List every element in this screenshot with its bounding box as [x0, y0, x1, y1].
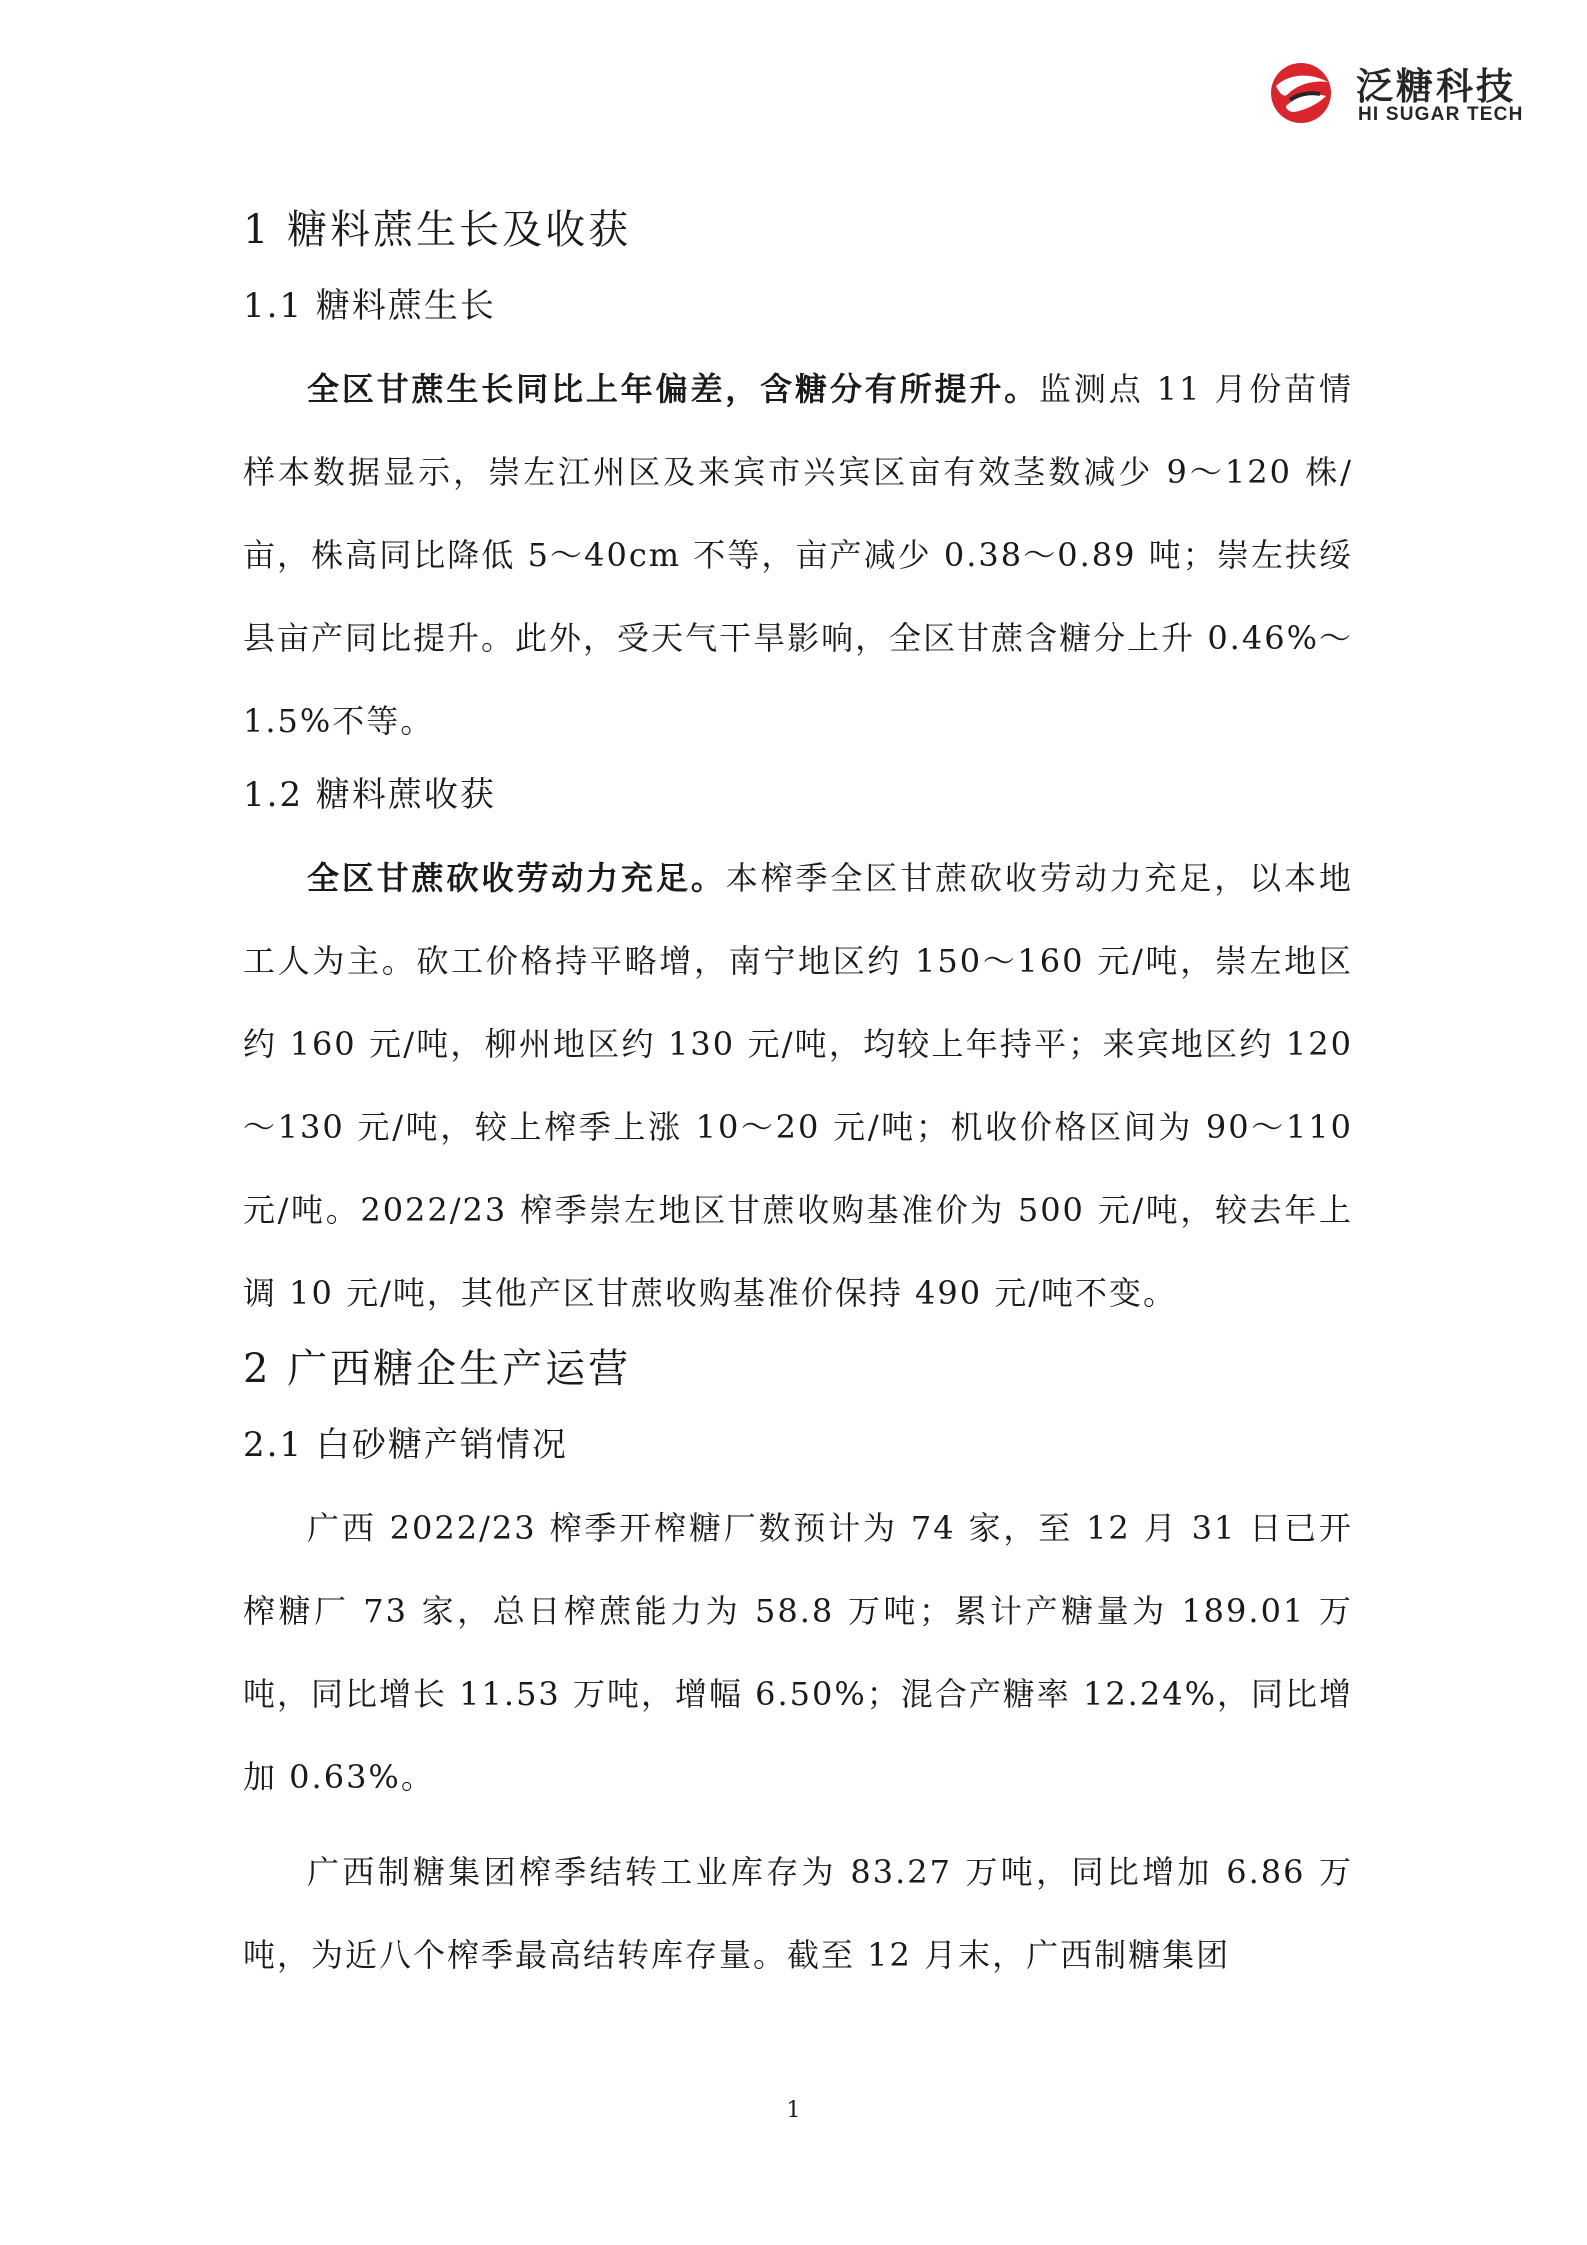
- section-2-heading: 2 广西糖企生产运营: [243, 1346, 632, 1392]
- section-2-1-paragraph-2: 广西制糖集团榨季结转工业库存为 83.27 万吨，同比增加 6.86 万吨，为近八个榨季最高结转库存量。截至 12 月末，广西制糖集团: [243, 1853, 1353, 1974]
- section-1-heading: 1 糖料蔗生长及收获: [243, 207, 632, 253]
- section-2-1-paragraph-1: 广西 2022/23 榨季开榨糖厂数预计为 74 家，至 12 月 31 日已开榨糖厂 73 家，总日榨蔗能力为 58.8 万吨；累计产糖量为 189.01 万吨，同比增长 11.53 万吨，增幅 6.50%；混合产糖率 12.24%，同比增加 0.63%。: [243, 1509, 1353, 1796]
- section-1-2-body: 本榨季全区甘蔗砍收劳动力充足，以本地工人为主。砍工价格持平略增，南宁地区约 150～160 元/吨，崇左地区约 160 元/吨，柳州地区约 130 元/吨，均较上年持平；来宾地区约 120～130 元/吨，较上榨季上涨 10～20 元/吨；机收价格区间为 90～110 元/吨。2022/23 榨季崇左地区甘蔗收购基准价为 500 元/吨，较去年上调 10 元/吨，其他产区甘蔗收购基准价保持 490 元/吨不变。: [243, 859, 1353, 1312]
- section-2-1-heading: 2.1 白砂糖产销情况: [243, 1425, 568, 1465]
- hi-sugar-logo-icon: [1268, 60, 1334, 126]
- section-1-2-heading: 1.2 糖料蔗收获: [243, 775, 496, 815]
- section-1-1-lead: 全区甘蔗生长同比上年偏差，含糖分有所提升。: [307, 370, 1040, 408]
- section-1-2-lead: 全区甘蔗砍收劳动力充足。: [307, 859, 726, 897]
- logo-english-name: HI SUGAR TECH: [1358, 104, 1524, 125]
- page-number: 1: [786, 2098, 801, 2123]
- brand-logo: [1268, 58, 1558, 128]
- section-1-2-paragraph: [243, 837, 1353, 1335]
- document-body: [243, 200, 1353, 1997]
- section-1-1-paragraph: [243, 348, 1353, 763]
- logo-chinese-name: 泛糖科技: [1356, 65, 1516, 108]
- section-1-1-heading: 1.1 糖料蔗生长: [243, 286, 496, 326]
- section-1-1-body: 监测点 11 月份苗情样本数据显示，崇左江州区及来宾市兴宾区亩有效茎数减少 9～120 株/亩，株高同比降低 5～40cm 不等，亩产减少 0.38～0.89 吨；崇左扶绥县亩产同比提升。此外，受天气干旱影响，全区甘蔗含糖分上升 0.46%～1.5%不等。: [243, 370, 1353, 740]
